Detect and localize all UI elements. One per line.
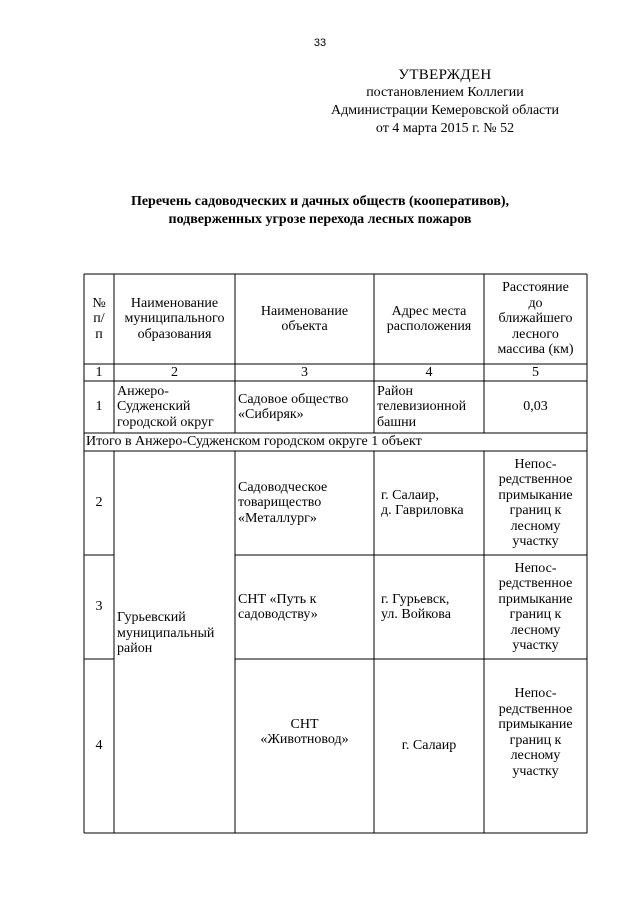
- cell-text: «Сибиряк»: [238, 407, 304, 422]
- cell-text: «Животновод»: [260, 732, 349, 747]
- distance-cell: [484, 659, 587, 779]
- cell-text: Гурьевский: [117, 610, 186, 625]
- cell-text: район: [117, 641, 153, 656]
- distance-cell: [484, 451, 587, 555]
- header-text: ближайшего: [498, 311, 573, 327]
- object-cell: [235, 659, 374, 805]
- cell-text: редственное: [498, 576, 573, 591]
- header-text: Расстояние: [502, 280, 569, 296]
- address-cell: [374, 451, 484, 555]
- cell-text: ул. Войкова: [381, 607, 451, 622]
- address-cell: [374, 381, 484, 433]
- distance-cell: 0,03: [523, 399, 548, 415]
- column-number: 3: [301, 364, 308, 380]
- cell-text: примыкание: [498, 717, 573, 732]
- cell-text: г. Салаир: [401, 738, 457, 754]
- approval-line: постановлением Коллегии: [366, 85, 524, 100]
- cell-text: Анжеро-: [117, 383, 169, 399]
- header-object: [235, 274, 374, 364]
- municipality-cell: [114, 610, 235, 670]
- column-number: 1: [95, 364, 103, 380]
- object-cell: [235, 381, 374, 433]
- cell-text: Садоводческое: [238, 479, 328, 495]
- cell-text: редственное: [498, 701, 573, 717]
- cell-text: д. Гавриловка: [381, 503, 464, 518]
- distance-cell: [484, 555, 587, 659]
- object-cell: [235, 451, 374, 555]
- page-number: 33: [313, 37, 327, 49]
- header-distance: [484, 274, 587, 364]
- header-text: №: [92, 295, 106, 311]
- cell-text: городской округ: [117, 414, 214, 430]
- approval-line: УТВЕРЖДЕН: [398, 67, 492, 83]
- header-text: объекта: [281, 319, 328, 334]
- cell-text: телевизионной: [377, 399, 467, 415]
- header-text: п: [95, 326, 103, 342]
- approval-line: Администрации Кемеровской области: [331, 103, 559, 118]
- cell-text: Непос-: [514, 560, 557, 576]
- column-number: 4: [425, 364, 433, 380]
- header-text: п/: [93, 311, 105, 327]
- cell-text: Непос-: [514, 686, 557, 701]
- cell-text: муниципальный: [117, 625, 215, 641]
- header-text: образования: [137, 326, 212, 342]
- header-text: Адрес места: [391, 303, 467, 319]
- header-text: муниципального: [124, 311, 225, 327]
- cell-text: Судженский: [117, 399, 191, 415]
- header-text: массива (км): [497, 342, 574, 358]
- cell-text: Садовое общество: [238, 391, 349, 407]
- cell-text: г. Салаир,: [381, 487, 440, 503]
- title-line: Перечень садоводческих и дачных обществ (кооперативов),: [130, 194, 510, 209]
- title-line: подверженных угрозе перехода лесных пожаров: [168, 212, 472, 227]
- cell-text: границ к: [509, 503, 562, 518]
- header-text: Наименование: [130, 295, 219, 311]
- cell-text: границ к: [509, 732, 562, 748]
- object-cell: [235, 555, 374, 659]
- cell-text: лесному: [510, 748, 561, 763]
- header-text: Наименование: [260, 303, 349, 319]
- cell-text: участку: [512, 534, 559, 549]
- approval-line: от 4 марта 2015 г. № 52: [375, 121, 515, 136]
- header-address: [374, 274, 484, 364]
- cell-text: башни: [377, 414, 417, 430]
- cell-text: садоводству»: [238, 607, 318, 622]
- cell-text: лесному: [510, 518, 561, 534]
- cell-text: лесному: [510, 622, 561, 638]
- cell-text: участку: [512, 638, 559, 653]
- header-text: до: [528, 295, 543, 311]
- cell-text: г. Гурьевск,: [381, 591, 450, 607]
- cell-text: Непос-: [514, 456, 557, 472]
- cell-text: СНТ: [290, 716, 319, 732]
- row-number: 1: [95, 399, 103, 415]
- cell-text: «Металлург»: [238, 510, 317, 526]
- header-text: расположения: [386, 319, 472, 334]
- column-number: 5: [532, 364, 539, 380]
- address-cell: [374, 555, 484, 659]
- municipality-cell: [114, 381, 235, 433]
- column-number: 2: [171, 364, 178, 380]
- cell-text: примыкание: [498, 591, 573, 607]
- cell-text: товарищество: [238, 495, 322, 511]
- row-number: 2: [95, 495, 103, 511]
- row-number: 3: [95, 599, 103, 615]
- header-text: лесного: [512, 326, 559, 342]
- cell-text: СНТ «Путь к: [238, 591, 317, 607]
- address-cell: [374, 659, 484, 833]
- row-number: 4: [95, 738, 103, 754]
- header-num: [84, 274, 114, 364]
- subtotal-row: Итого в Анжеро-Судженском городском округе 1 объект: [86, 434, 422, 450]
- cell-text: участку: [512, 763, 559, 779]
- cell-text: Район: [377, 383, 413, 399]
- header-municipality: [114, 274, 235, 364]
- cell-text: границ к: [509, 607, 562, 622]
- cell-text: редственное: [498, 472, 573, 487]
- cell-text: примыкание: [498, 487, 573, 503]
